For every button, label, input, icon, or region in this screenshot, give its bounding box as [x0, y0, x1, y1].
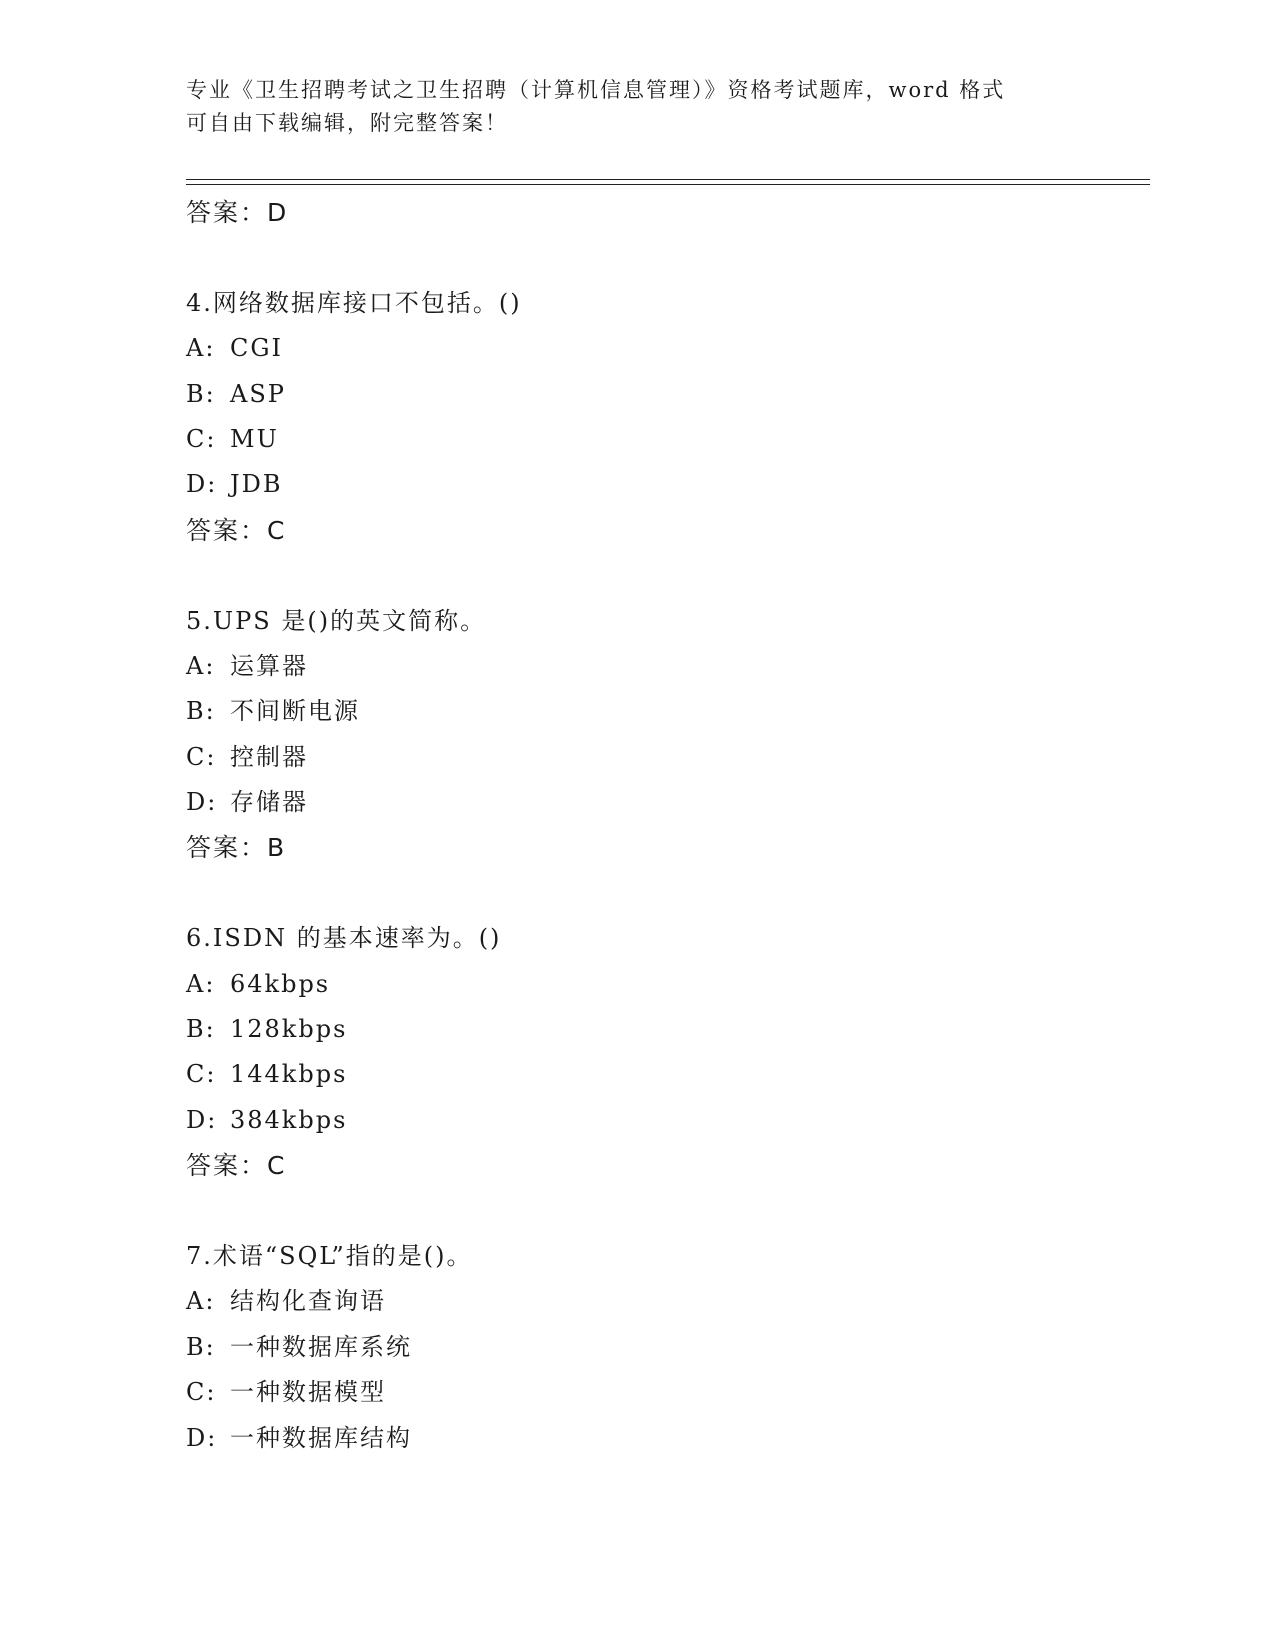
option-key: D: [186, 1105, 218, 1134]
option-text: 运算器 [230, 651, 308, 680]
question-stem: 5.UPS 是()的英文简称。 [186, 606, 487, 635]
option-text: JDB [230, 470, 283, 499]
option-a [186, 644, 1146, 689]
option-d [186, 462, 1146, 507]
option-c [186, 417, 1146, 462]
spacer [186, 871, 1146, 916]
question-stem: 4.网络数据库接口不包括。() [186, 288, 522, 317]
option-text: 不间断电源 [230, 697, 360, 726]
option-text: 384kbps [230, 1105, 348, 1134]
option-text: ASP [230, 379, 286, 408]
option-key: C: [186, 1060, 217, 1089]
option-b [186, 1325, 1146, 1370]
option-b [186, 372, 1146, 417]
option-text: 存储器 [230, 788, 308, 817]
question-block [186, 1234, 1146, 1461]
question-list [186, 190, 1146, 1461]
option-a [186, 962, 1146, 1007]
answer: 答案：C [186, 515, 287, 545]
option-key: D: [186, 788, 218, 817]
option-d [186, 780, 1146, 825]
option-text: 64kbps [230, 969, 331, 998]
answer: 答案：B [186, 833, 287, 863]
question-block [186, 916, 1146, 1188]
header-line-1: 专业《卫生招聘考试之卫生招聘（计算机信息管理）》资格考试题库，word 格式 [186, 78, 1006, 102]
option-key: B: [186, 379, 216, 408]
option-key: D: [186, 470, 218, 499]
option-c [186, 735, 1146, 780]
option-key: A: [186, 1287, 216, 1316]
option-d [186, 1416, 1146, 1461]
option-text: 控制器 [230, 742, 308, 771]
option-key: D: [186, 1423, 218, 1452]
option-key: A: [186, 334, 216, 363]
header-divider-thin [186, 184, 1150, 185]
option-key: A: [186, 651, 216, 680]
option-b [186, 689, 1146, 734]
question-stem: 6.ISDN 的基本速率为。() [186, 924, 502, 953]
option-key: B: [186, 1332, 216, 1361]
option-key: C: [186, 424, 217, 453]
option-key: B: [186, 1015, 216, 1044]
spacer [186, 553, 1146, 598]
option-key: A: [186, 969, 216, 998]
spacer [186, 235, 1146, 280]
option-c [186, 1370, 1146, 1415]
option-a [186, 326, 1146, 371]
option-c [186, 1052, 1146, 1097]
question-block [186, 599, 1146, 871]
option-a [186, 1279, 1146, 1324]
question-block [186, 281, 1146, 553]
option-key: C: [186, 742, 217, 771]
option-text: 结构化查询语 [230, 1287, 386, 1316]
question-stem: 7.术语“SQL”指的是()。 [186, 1241, 473, 1270]
option-text: 一种数据库系统 [230, 1332, 412, 1361]
option-text: 一种数据库结构 [230, 1423, 412, 1452]
header-line-2: 可自由下载编辑，附完整答案！ [186, 111, 508, 135]
header-divider-thick [186, 179, 1150, 180]
previous-answer: 答案：D [186, 198, 289, 227]
option-text: MU [230, 424, 279, 453]
option-b [186, 1007, 1146, 1052]
option-text: 144kbps [230, 1060, 348, 1089]
option-text: CGI [230, 334, 284, 363]
document-header [186, 74, 1086, 140]
option-key: B: [186, 697, 216, 726]
option-key: C: [186, 1378, 217, 1407]
answer: 答案：C [186, 1151, 287, 1181]
option-text: 128kbps [230, 1015, 348, 1044]
option-d [186, 1098, 1146, 1143]
option-text: 一种数据模型 [230, 1378, 386, 1407]
spacer [186, 1189, 1146, 1234]
